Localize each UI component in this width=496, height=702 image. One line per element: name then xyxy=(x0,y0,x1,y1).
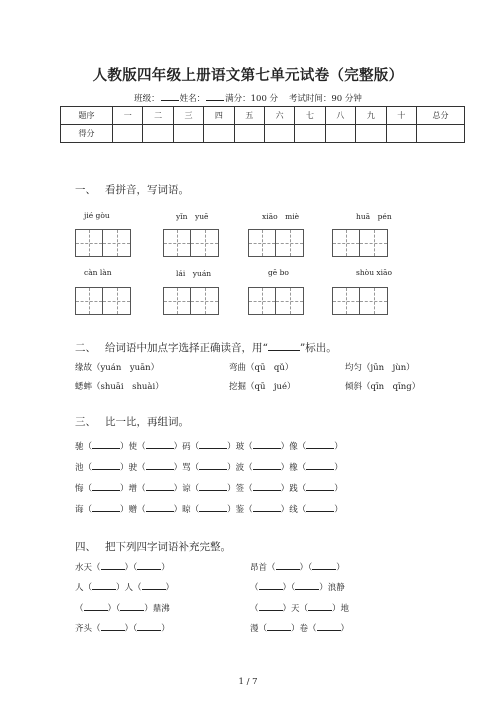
tian-cell[interactable] xyxy=(332,229,360,257)
score-table-header-row xyxy=(61,107,465,125)
reading-item: 均匀（jūn jùn） xyxy=(345,363,415,373)
char: 橡 xyxy=(289,463,298,473)
char: 赠 xyxy=(128,505,138,515)
score-cell[interactable] xyxy=(386,125,416,143)
tian-cell[interactable] xyxy=(276,229,304,257)
section-3-number: 三、 xyxy=(75,416,96,428)
idiom-item: 齐头（ ）（ ） xyxy=(75,624,170,634)
char: 驰 xyxy=(75,442,84,452)
char: 驶 xyxy=(128,463,138,473)
writing-grid[interactable] xyxy=(75,287,131,315)
word-blank[interactable] xyxy=(92,504,120,512)
idiom-blank[interactable] xyxy=(276,562,300,570)
tian-cell[interactable] xyxy=(163,229,191,257)
pinyin-label: yǐn yuē xyxy=(176,212,209,221)
idiom-item: （ ）天（ ）地 xyxy=(250,604,350,614)
writing-grid[interactable] xyxy=(163,287,219,315)
char: 骂 xyxy=(182,463,191,473)
char: 谅 xyxy=(182,484,191,494)
section-4-number: 四、 xyxy=(75,541,96,553)
word-blank[interactable] xyxy=(92,483,120,491)
idiom-blank[interactable] xyxy=(84,603,108,611)
score-header-cell: 一 xyxy=(113,107,143,125)
page-number: 1 / 7 xyxy=(238,677,258,687)
tian-cell[interactable] xyxy=(248,229,276,257)
idiom-blank[interactable] xyxy=(317,623,341,631)
score-cell[interactable] xyxy=(204,125,234,143)
tian-cell[interactable] xyxy=(332,287,360,315)
pinyin-label: shòu xiāo xyxy=(356,268,393,277)
word-blank[interactable] xyxy=(199,483,227,491)
section-3-title: 比一比，再组词。 xyxy=(105,416,189,428)
score-header-cell: 三 xyxy=(173,107,203,125)
char: 池 xyxy=(75,463,84,473)
answer-mark-blank xyxy=(268,341,300,351)
word-blank[interactable] xyxy=(306,462,334,470)
tian-cell[interactable] xyxy=(191,287,219,315)
char: 增 xyxy=(128,484,138,494)
score-cell[interactable] xyxy=(113,125,143,143)
writing-grid[interactable] xyxy=(163,229,219,257)
score-table xyxy=(60,106,465,143)
idiom-blank[interactable] xyxy=(259,603,283,611)
tian-cell[interactable] xyxy=(360,229,388,257)
word-blank[interactable] xyxy=(146,483,174,491)
word-blank[interactable] xyxy=(199,504,227,512)
compare-row: 悔（ ）增（ ）谅（ ）签（ ）践（ ） xyxy=(75,484,343,494)
section-1-heading xyxy=(75,182,189,197)
word-blank[interactable] xyxy=(306,504,334,512)
char: 诲 xyxy=(75,505,84,515)
idiom-item: （ ）（ ）鼎沸 xyxy=(75,604,170,614)
char: 践 xyxy=(289,484,298,494)
compare-row: 池（ ）驶（ ）骂（ ）波（ ）橡（ ） xyxy=(75,463,343,473)
tian-cell[interactable] xyxy=(191,229,219,257)
pinyin-label: huā pén xyxy=(356,212,392,221)
tian-cell[interactable] xyxy=(360,287,388,315)
writing-grid[interactable] xyxy=(248,229,304,257)
idiom-item: （ ）（ ）浪静 xyxy=(250,583,345,593)
section-2-number: 二、 xyxy=(75,342,96,354)
name-blank xyxy=(206,93,224,101)
score-header-cell: 六 xyxy=(264,107,294,125)
char: 码 xyxy=(182,442,191,452)
class-label: 班级： xyxy=(134,94,160,104)
score-header-cell: 九 xyxy=(356,107,386,125)
section-2-title-start: 给词语中加点字选择正确读音，用“ xyxy=(105,342,268,354)
idiom-blank[interactable] xyxy=(312,562,336,570)
score-cell[interactable] xyxy=(173,125,203,143)
class-blank xyxy=(161,93,179,101)
writing-grid[interactable] xyxy=(332,229,388,257)
reading-item: 弯曲（qū qǔ） xyxy=(229,363,294,373)
idiom-blank[interactable] xyxy=(101,623,125,631)
score-cell[interactable] xyxy=(143,125,173,143)
score-header-cell: 四 xyxy=(204,107,234,125)
idiom-blank[interactable] xyxy=(308,603,332,611)
score-header-cell: 七 xyxy=(295,107,325,125)
word-blank[interactable] xyxy=(146,462,174,470)
idiom-blank[interactable] xyxy=(137,623,161,631)
score-cell[interactable] xyxy=(356,125,386,143)
reading-item: 倾斜（qīn qīng） xyxy=(345,382,421,392)
idiom-item: 昂首（ ）（ ） xyxy=(250,563,345,573)
time-label: 考试时间：90 分钟 xyxy=(288,94,362,104)
word-blank[interactable] xyxy=(306,483,334,491)
score-row-label: 得分 xyxy=(61,125,113,143)
tian-cell[interactable] xyxy=(103,229,131,257)
char: 使 xyxy=(128,442,138,452)
idiom-item: 水天（ ）（ ） xyxy=(75,563,170,573)
score-header-cell: 总分 xyxy=(417,107,465,125)
tian-cell[interactable] xyxy=(163,287,191,315)
reading-item: 蟋蟀（shuāi shuài） xyxy=(75,382,164,392)
char: 签 xyxy=(235,484,245,494)
score-cell[interactable] xyxy=(295,125,325,143)
compare-row: 诲（ ）赠（ ）晾（ ）鉴（ ）线（ ） xyxy=(75,505,343,515)
idiom-blank[interactable] xyxy=(142,582,166,590)
score-cell[interactable] xyxy=(417,125,465,143)
idiom-blank[interactable] xyxy=(120,603,144,611)
section-2-title-end: ”标出。 xyxy=(299,342,337,354)
pinyin-label: lái yuán xyxy=(176,269,212,278)
pinyin-label: gē bo xyxy=(268,268,289,277)
compare-row: 驰（ ）使（ ）码（ ）玻（ ）像（ ） xyxy=(75,442,343,452)
section-4-heading xyxy=(75,539,231,554)
score-header-cell: 五 xyxy=(234,107,264,125)
score-cell[interactable] xyxy=(234,125,264,143)
score-table-score-row xyxy=(61,125,465,143)
tian-cell[interactable] xyxy=(75,287,103,315)
tian-cell[interactable] xyxy=(75,229,103,257)
word-blank[interactable] xyxy=(253,504,281,512)
tian-cell[interactable] xyxy=(248,287,276,315)
idiom-blank[interactable] xyxy=(259,582,283,590)
score-cell[interactable] xyxy=(325,125,355,143)
word-blank[interactable] xyxy=(92,441,120,449)
word-blank[interactable] xyxy=(146,504,174,512)
word-blank[interactable] xyxy=(199,462,227,470)
writing-grid[interactable] xyxy=(248,287,304,315)
tian-cell[interactable] xyxy=(276,287,304,315)
score-header-cell: 十 xyxy=(386,107,416,125)
score-header-cell: 八 xyxy=(325,107,355,125)
writing-grid[interactable] xyxy=(332,287,388,315)
tian-cell[interactable] xyxy=(103,287,131,315)
word-blank[interactable] xyxy=(92,462,120,470)
section-2-heading xyxy=(75,340,337,355)
char: 晾 xyxy=(182,505,191,515)
score-header-cell: 二 xyxy=(143,107,173,125)
section-1-number: 一、 xyxy=(75,184,96,196)
char: 波 xyxy=(235,463,245,473)
pinyin-label: càn làn xyxy=(84,268,112,277)
idiom-blank[interactable] xyxy=(295,582,319,590)
char: 鉴 xyxy=(235,505,245,515)
pinyin-label: jié gòu xyxy=(84,211,110,220)
word-blank[interactable] xyxy=(146,441,174,449)
word-blank[interactable] xyxy=(253,462,281,470)
section-1-title: 看拼音，写词语。 xyxy=(105,184,189,196)
char: 线 xyxy=(289,505,298,515)
word-blank[interactable] xyxy=(253,441,281,449)
idiom-blank[interactable] xyxy=(92,582,116,590)
idiom-item: 人（ ）人（ ） xyxy=(75,583,175,593)
word-blank[interactable] xyxy=(306,441,334,449)
name-label: 姓名： xyxy=(179,94,206,104)
char: 玻 xyxy=(235,442,245,452)
score-header-cell: 题序 xyxy=(61,107,113,125)
exam-info xyxy=(0,92,496,104)
writing-grid[interactable] xyxy=(75,229,131,257)
page-title: 人教版四年级上册语文第七单元试卷（完整版） xyxy=(92,67,404,84)
score-cell[interactable] xyxy=(264,125,294,143)
section-3-heading xyxy=(75,414,189,429)
section-4-title: 把下列四字词语补充完整。 xyxy=(105,541,231,553)
pinyin-label: xiāo miè xyxy=(262,212,300,221)
reading-item: 缘故（yuán yuān） xyxy=(75,363,160,373)
word-blank[interactable] xyxy=(253,483,281,491)
char: 悔 xyxy=(75,484,84,494)
idiom-blank[interactable] xyxy=(137,562,161,570)
idiom-blank[interactable] xyxy=(101,562,125,570)
idiom-blank[interactable] xyxy=(267,623,291,631)
idiom-item: 漫（ ）卷（ ） xyxy=(250,624,350,634)
word-blank[interactable] xyxy=(199,441,227,449)
score-label: 满分：100 分 xyxy=(225,94,279,104)
reading-item: 挖掘（qū jué） xyxy=(229,382,296,392)
char: 像 xyxy=(289,442,298,452)
